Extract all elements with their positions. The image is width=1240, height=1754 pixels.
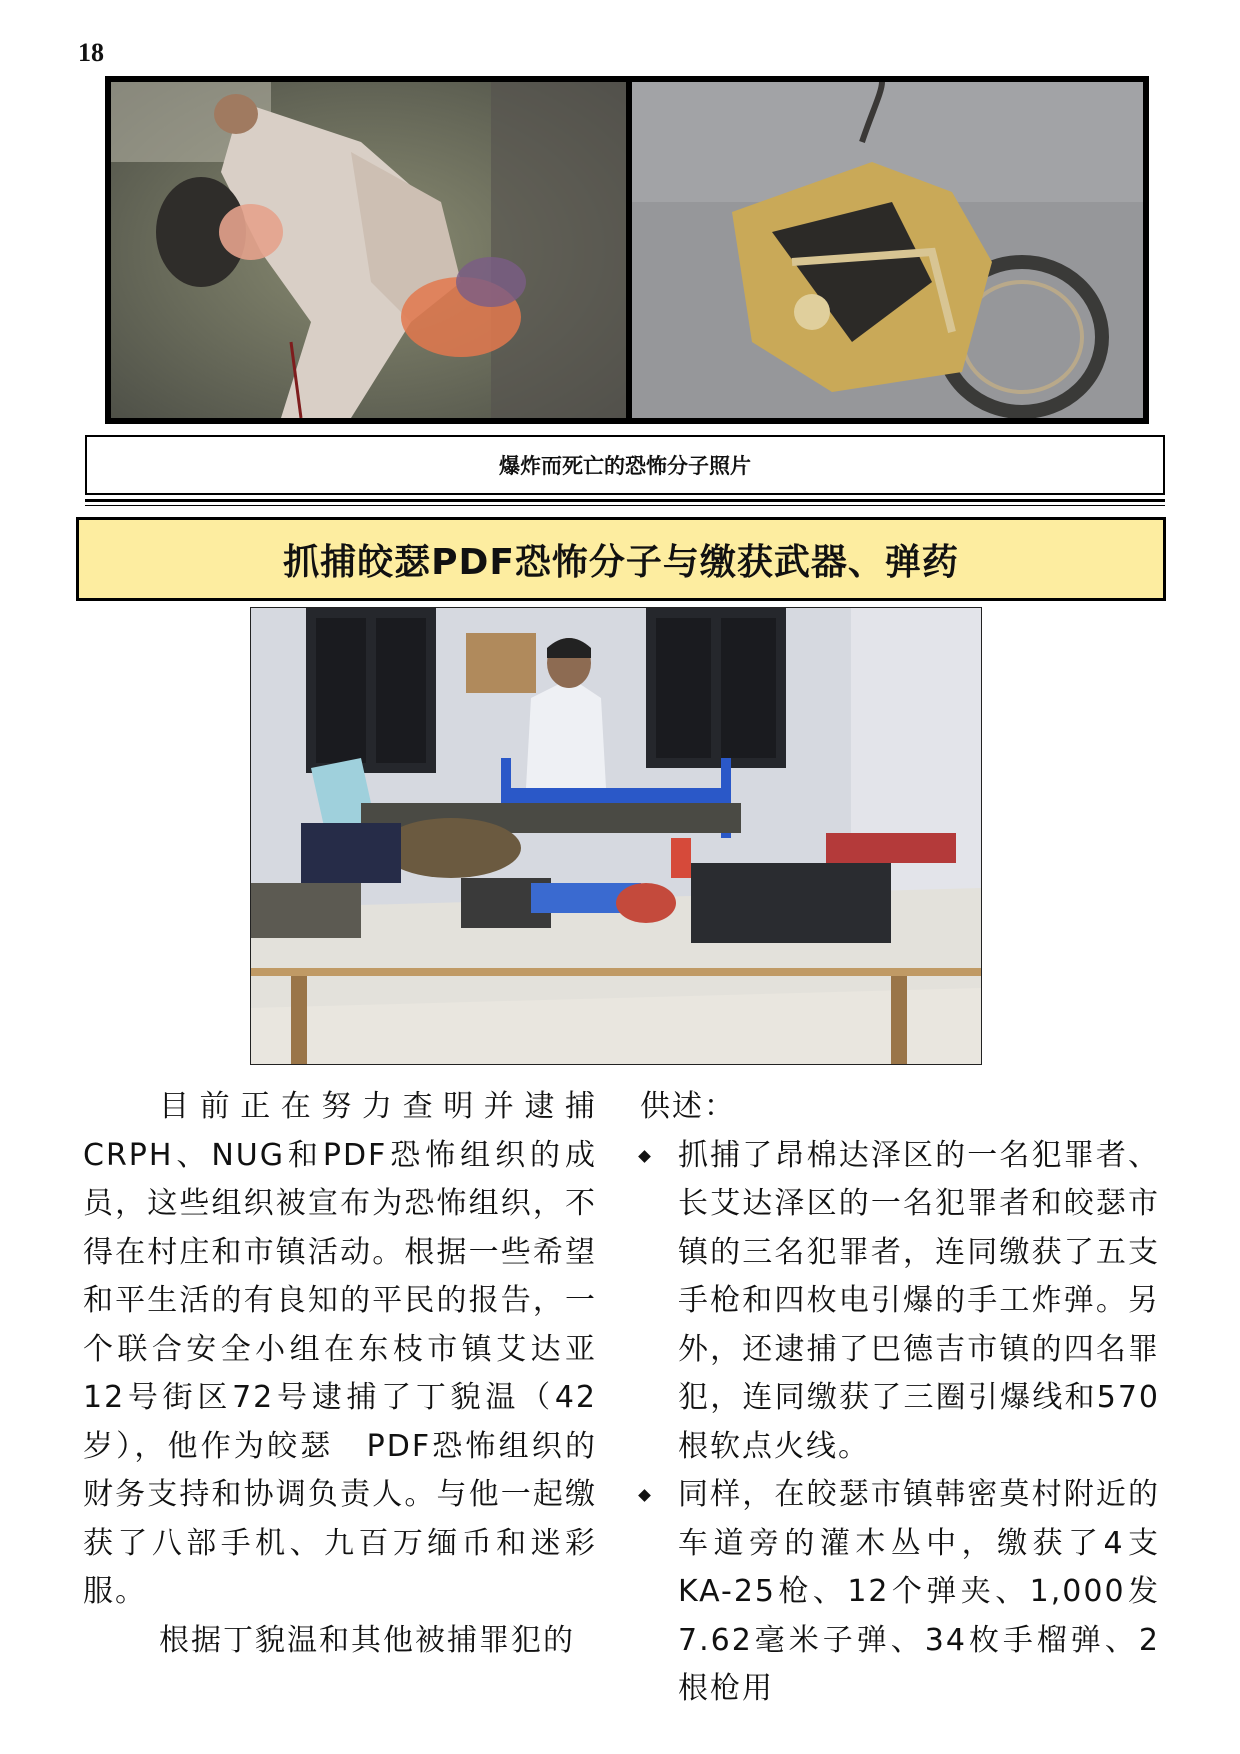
article-left-column	[83, 1083, 597, 1665]
photo-dead-terrorist	[111, 82, 626, 418]
top-photo-frame	[105, 76, 1149, 424]
arrest-photo	[250, 607, 982, 1065]
list-item-text: 同样，在皎瑟市镇韩密莫村附近的车道旁的灌木丛中，缴获了4支KA-25枪、12个弹夹、1,000发7.62毫米子弹、34枚手榴弹、2根枪用	[678, 1477, 1160, 1706]
photo-destroyed-motorcycle	[632, 82, 1143, 418]
article-intro: 供述：	[640, 1089, 736, 1124]
bullet-list	[640, 1132, 1160, 1714]
divider-thick	[85, 499, 1165, 502]
article-paragraph: 目前正在努力查明并逮捕CRPH、NUG和PDF恐怖组织的成员，这些组织被宣布为恐怖组织，不得在村庄和市镇活动。根据一些希望和平生活的有良知的平民的报告，一个联合安全小组在东枝市镇艾达亚12号街区72号逮捕了丁貌温（42岁），他作为皎瑟 PDF恐怖组织的财务支持和协调负责人。与他一起缴获了八部手机、九百万缅币和迷彩服。	[83, 1089, 597, 1609]
list-item-text: 抓捕了昂棉达泽区的一名犯罪者、长艾达泽区的一名犯罪者和皎瑟市镇的三名犯罪者，连同缴获了五支手枪和四枚电引爆的手工炸弹。另外，还逮捕了巴德吉市镇的四名罪犯，连同缴获了三圈引爆线和570根软点火线。	[678, 1137, 1160, 1464]
divider-thin	[85, 505, 1165, 506]
diamond-bullet-icon	[638, 1150, 651, 1163]
section-title: 抓捕皎瑟PDF恐怖分子与缴获武器、弹药	[76, 517, 1166, 601]
article-paragraph: 根据丁貌温和其他被捕罪犯的	[159, 1622, 575, 1658]
list-item	[640, 1132, 1160, 1472]
diamond-bullet-icon	[638, 1489, 651, 1502]
page-number: 18	[78, 38, 104, 67]
photo-caption: 爆炸而死亡的恐怖分子照片	[85, 435, 1165, 495]
list-item	[640, 1471, 1160, 1714]
article-right-column	[640, 1083, 1160, 1714]
